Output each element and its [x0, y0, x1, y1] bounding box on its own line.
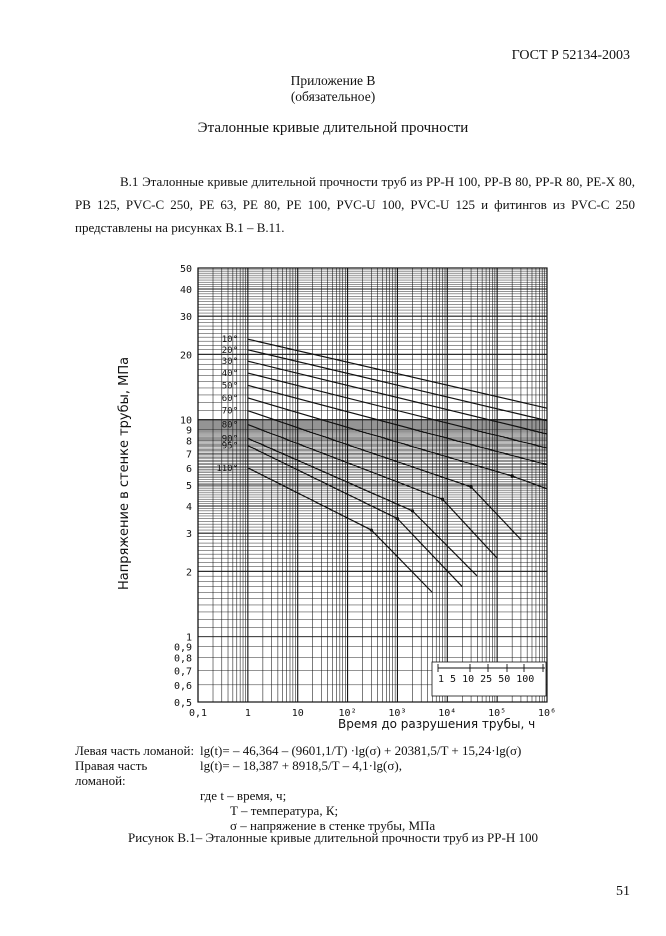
- x-tick-label: 0,1: [188, 708, 208, 719]
- right-branch-formula: lg(t)= – 18,387 + 8918,5/T – 4,1·lg(σ),: [200, 758, 402, 773]
- time-scale-inset: [432, 662, 546, 696]
- inset-label: 1 5 10 25 50 100: [438, 674, 535, 685]
- curve-label: 90°: [221, 434, 238, 445]
- y-tick-label: 6: [185, 463, 192, 475]
- curve-70: [248, 411, 521, 540]
- knee-point: [441, 498, 444, 501]
- chart-labels: [174, 264, 556, 719]
- y-tick-label: 3: [185, 529, 192, 541]
- figure-caption: Рисунок В.1– Эталонные кривые длительной прочности труб из PP-H 100: [128, 830, 538, 845]
- y-tick-label: 40: [179, 285, 192, 297]
- knee-point: [511, 474, 514, 477]
- curve-label: 50°: [221, 381, 238, 392]
- curve-label: 40°: [221, 369, 238, 380]
- x-tick-label: 10⁴: [438, 708, 457, 719]
- chart-grid: [198, 268, 547, 702]
- curve-label: 20°: [221, 345, 238, 356]
- left-branch-formula: lg(t)= – 46,364 – (9601,1/T) ·lg(σ) + 20381,5/T + 15,24·lg(σ): [200, 743, 522, 758]
- intro-paragraph: В.1 Эталонные кривые длительной прочности труб из PP-H 100, PP-B 80, PP-R 80, PE-X 80, PB 125, PVC-C 250, PE 63, PE 80, PE 100, PVC-U 100, PVC-U 125 и фитингов из PVC-C 250 представлены на рисунках В.1 – В.11.: [75, 174, 635, 235]
- y-axis-label: Напряжение в стенке трубы, МПа: [117, 356, 132, 590]
- curve-label: 30°: [221, 357, 238, 368]
- knee-point: [396, 517, 399, 520]
- y-tick-label: 0,8: [173, 653, 192, 665]
- appendix-title: Приложение В: [290, 73, 376, 88]
- curve-label: 10°: [221, 335, 238, 346]
- curve-label: 80°: [221, 420, 238, 431]
- curve-label: 70°: [221, 406, 238, 417]
- y-tick-label: 4: [185, 502, 192, 514]
- knee-point: [370, 528, 373, 531]
- y-tick-label: 5: [185, 481, 192, 492]
- x-tick-label: 10⁶: [537, 708, 557, 719]
- y-tick-label: 0,7: [173, 666, 192, 678]
- standard-number: ГОСТ Р 52134-2003: [511, 48, 630, 63]
- curve-label: 95°: [221, 441, 238, 452]
- x-tick-label: 10³: [388, 708, 407, 719]
- y-tick-label: 1: [185, 632, 192, 644]
- knee-point: [469, 485, 472, 488]
- curve-label: 110°: [216, 463, 238, 474]
- y-tick-label: 0,5: [173, 698, 192, 709]
- x-tick-label: 10: [291, 708, 304, 719]
- curve-label: 60°: [221, 393, 238, 404]
- curve-80: [248, 425, 497, 559]
- y-tick-label: 10: [179, 415, 192, 427]
- y-tick-label: 50: [179, 264, 192, 275]
- y-tick-label: 0,6: [173, 680, 192, 692]
- x-tick-label: 10⁵: [488, 708, 507, 719]
- x-axis-label: Время до разрушения трубы, ч: [338, 717, 536, 731]
- formulas-block: [75, 743, 521, 833]
- where-t: где t – время, ч;: [200, 788, 287, 803]
- y-tick-label: 30: [179, 312, 192, 324]
- knee-point: [411, 509, 414, 512]
- section-title: Эталонные кривые длительной прочности: [197, 120, 469, 136]
- where-T: T – температура, К;: [230, 803, 339, 818]
- left-branch-label: Левая часть ломаной:: [75, 743, 195, 758]
- x-tick-label: 10²: [338, 708, 357, 719]
- x-tick-label: 1: [244, 708, 251, 719]
- y-tick-label: 8: [185, 436, 192, 448]
- y-tick-label: 0,9: [173, 642, 192, 654]
- where-sigma: σ – напряжение в стенке трубы, МПа: [230, 818, 436, 833]
- y-tick-label: 20: [179, 350, 192, 362]
- y-tick-label: 2: [185, 567, 192, 579]
- right-branch-label: Правая часть ломаной:: [75, 758, 148, 788]
- appendix-note: (обязательное): [290, 89, 376, 104]
- y-tick-label: 7: [185, 449, 192, 461]
- y-tick-label: 9: [185, 425, 192, 437]
- page-number: 51: [616, 884, 630, 899]
